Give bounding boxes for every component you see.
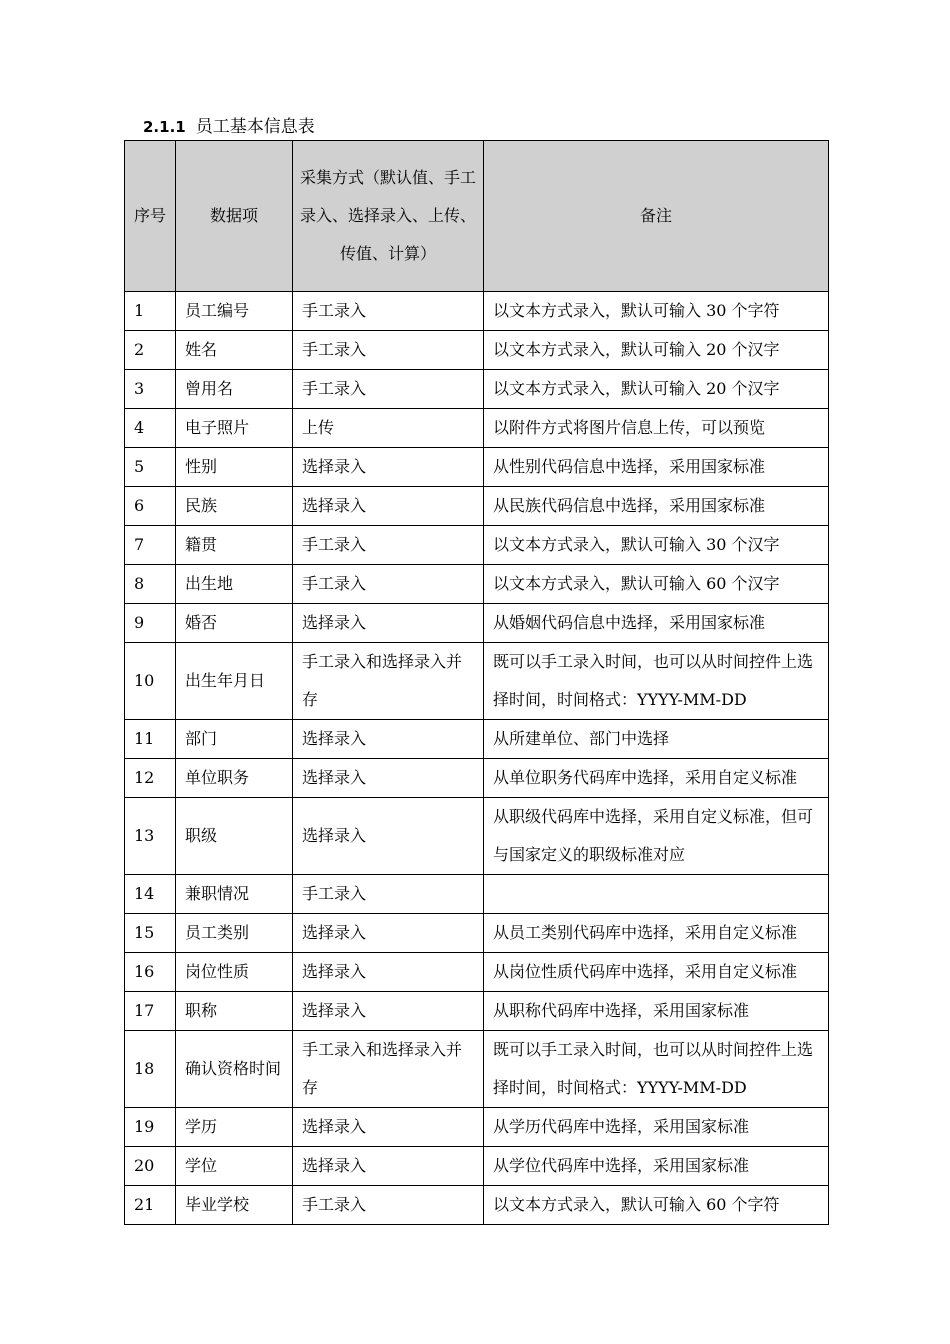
cell-item: 学历 xyxy=(176,1108,293,1147)
header-note: 备注 xyxy=(484,141,829,292)
cell-method: 选择录入 xyxy=(293,914,484,953)
cell-note xyxy=(484,875,829,914)
cell-item: 毕业学校 xyxy=(176,1186,293,1225)
table-row xyxy=(125,1186,829,1225)
cell-note: 从学历代码库中选择，采用国家标准 xyxy=(484,1108,829,1147)
cell-method: 手工录入 xyxy=(293,1186,484,1225)
cell-seq: 9 xyxy=(125,604,176,643)
cell-method: 选择录入 xyxy=(293,487,484,526)
table-header xyxy=(125,141,829,292)
cell-note: 以文本方式录入，默认可输入 60 个汉字 xyxy=(484,565,829,604)
cell-note: 以文本方式录入，默认可输入 20 个汉字 xyxy=(484,331,829,370)
cell-note: 从单位职务代码库中选择，采用自定义标准 xyxy=(484,759,829,798)
cell-seq: 18 xyxy=(125,1031,176,1108)
cell-note: 以文本方式录入，默认可输入 60 个字符 xyxy=(484,1186,829,1225)
cell-seq: 5 xyxy=(125,448,176,487)
cell-item: 出生地 xyxy=(176,565,293,604)
cell-item: 民族 xyxy=(176,487,293,526)
cell-seq: 13 xyxy=(125,798,176,875)
cell-seq: 7 xyxy=(125,526,176,565)
cell-method: 手工录入 xyxy=(293,875,484,914)
table-row xyxy=(125,565,829,604)
cell-method: 手工录入 xyxy=(293,565,484,604)
cell-item: 曾用名 xyxy=(176,370,293,409)
cell-method: 手工录入 xyxy=(293,292,484,331)
cell-note: 以文本方式录入，默认可输入 20 个汉字 xyxy=(484,370,829,409)
cell-item: 职称 xyxy=(176,992,293,1031)
cell-method: 选择录入 xyxy=(293,759,484,798)
cell-method: 手工录入 xyxy=(293,370,484,409)
table-row xyxy=(125,409,829,448)
cell-method: 上传 xyxy=(293,409,484,448)
table-row xyxy=(125,1108,829,1147)
table-row xyxy=(125,759,829,798)
cell-item: 籍贯 xyxy=(176,526,293,565)
cell-note: 从性别代码信息中选择，采用国家标准 xyxy=(484,448,829,487)
table-row xyxy=(125,992,829,1031)
table-body xyxy=(125,292,829,1225)
cell-seq: 6 xyxy=(125,487,176,526)
cell-seq: 3 xyxy=(125,370,176,409)
cell-item: 电子照片 xyxy=(176,409,293,448)
cell-method: 选择录入 xyxy=(293,798,484,875)
cell-note: 从员工类别代码库中选择，采用自定义标准 xyxy=(484,914,829,953)
section-title: 员工基本信息表 xyxy=(195,117,315,137)
table-row xyxy=(125,526,829,565)
table-row xyxy=(125,292,829,331)
cell-note: 既可以手工录入时间，也可以从时间控件上选择时间，时间格式：YYYY-MM-DD xyxy=(484,1031,829,1108)
cell-seq: 15 xyxy=(125,914,176,953)
cell-note: 既可以手工录入时间，也可以从时间控件上选择时间，时间格式：YYYY-MM-DD xyxy=(484,643,829,720)
cell-seq: 10 xyxy=(125,643,176,720)
table-row xyxy=(125,1147,829,1186)
cell-note: 以文本方式录入，默认可输入 30 个字符 xyxy=(484,292,829,331)
cell-note: 从职级代码库中选择，采用自定义标准，但可与国家定义的职级标准对应 xyxy=(484,798,829,875)
table-row xyxy=(125,448,829,487)
table-row xyxy=(125,1031,829,1108)
header-seq: 序号 xyxy=(125,141,176,292)
cell-seq: 19 xyxy=(125,1108,176,1147)
cell-note: 从岗位性质代码库中选择，采用自定义标准 xyxy=(484,953,829,992)
cell-note: 从所建单位、部门中选择 xyxy=(484,720,829,759)
cell-item: 职级 xyxy=(176,798,293,875)
cell-item: 性别 xyxy=(176,448,293,487)
header-row xyxy=(125,141,829,292)
cell-note: 以文本方式录入，默认可输入 30 个汉字 xyxy=(484,526,829,565)
cell-note: 以附件方式将图片信息上传，可以预览 xyxy=(484,409,829,448)
section-heading xyxy=(143,114,315,140)
cell-item: 岗位性质 xyxy=(176,953,293,992)
cell-note: 从职称代码库中选择，采用国家标准 xyxy=(484,992,829,1031)
cell-method: 选择录入 xyxy=(293,1147,484,1186)
cell-seq: 20 xyxy=(125,1147,176,1186)
cell-method: 选择录入 xyxy=(293,604,484,643)
cell-note: 从婚姻代码信息中选择，采用国家标准 xyxy=(484,604,829,643)
cell-seq: 11 xyxy=(125,720,176,759)
cell-method: 手工录入 xyxy=(293,331,484,370)
cell-seq: 16 xyxy=(125,953,176,992)
table-row xyxy=(125,720,829,759)
cell-method: 选择录入 xyxy=(293,720,484,759)
cell-item: 兼职情况 xyxy=(176,875,293,914)
cell-item: 姓名 xyxy=(176,331,293,370)
cell-method: 手工录入和选择录入并存 xyxy=(293,1031,484,1108)
cell-item: 出生年月日 xyxy=(176,643,293,720)
employee-info-table xyxy=(124,140,829,1225)
cell-item: 婚否 xyxy=(176,604,293,643)
table-row xyxy=(125,643,829,720)
cell-seq: 4 xyxy=(125,409,176,448)
cell-item: 学位 xyxy=(176,1147,293,1186)
cell-item: 单位职务 xyxy=(176,759,293,798)
section-number: 2.1.1 xyxy=(143,118,186,136)
header-method: 采集方式（默认值、手工录入、选择录入、上传、传值、计算） xyxy=(293,141,484,292)
cell-seq: 21 xyxy=(125,1186,176,1225)
header-item: 数据项 xyxy=(176,141,293,292)
table-row xyxy=(125,370,829,409)
table-row xyxy=(125,798,829,875)
cell-item: 部门 xyxy=(176,720,293,759)
cell-note: 从学位代码库中选择，采用国家标准 xyxy=(484,1147,829,1186)
cell-seq: 1 xyxy=(125,292,176,331)
table-row xyxy=(125,604,829,643)
cell-seq: 12 xyxy=(125,759,176,798)
table-row xyxy=(125,331,829,370)
table-row xyxy=(125,953,829,992)
cell-seq: 8 xyxy=(125,565,176,604)
cell-item: 员工类别 xyxy=(176,914,293,953)
cell-method: 选择录入 xyxy=(293,992,484,1031)
cell-seq: 2 xyxy=(125,331,176,370)
cell-method: 选择录入 xyxy=(293,448,484,487)
cell-item: 确认资格时间 xyxy=(176,1031,293,1108)
cell-method: 选择录入 xyxy=(293,953,484,992)
cell-seq: 17 xyxy=(125,992,176,1031)
cell-method: 手工录入 xyxy=(293,526,484,565)
cell-method: 选择录入 xyxy=(293,1108,484,1147)
table-row xyxy=(125,487,829,526)
table-row xyxy=(125,914,829,953)
cell-note: 从民族代码信息中选择，采用国家标准 xyxy=(484,487,829,526)
cell-seq: 14 xyxy=(125,875,176,914)
cell-item: 员工编号 xyxy=(176,292,293,331)
cell-method: 手工录入和选择录入并存 xyxy=(293,643,484,720)
table-row xyxy=(125,875,829,914)
